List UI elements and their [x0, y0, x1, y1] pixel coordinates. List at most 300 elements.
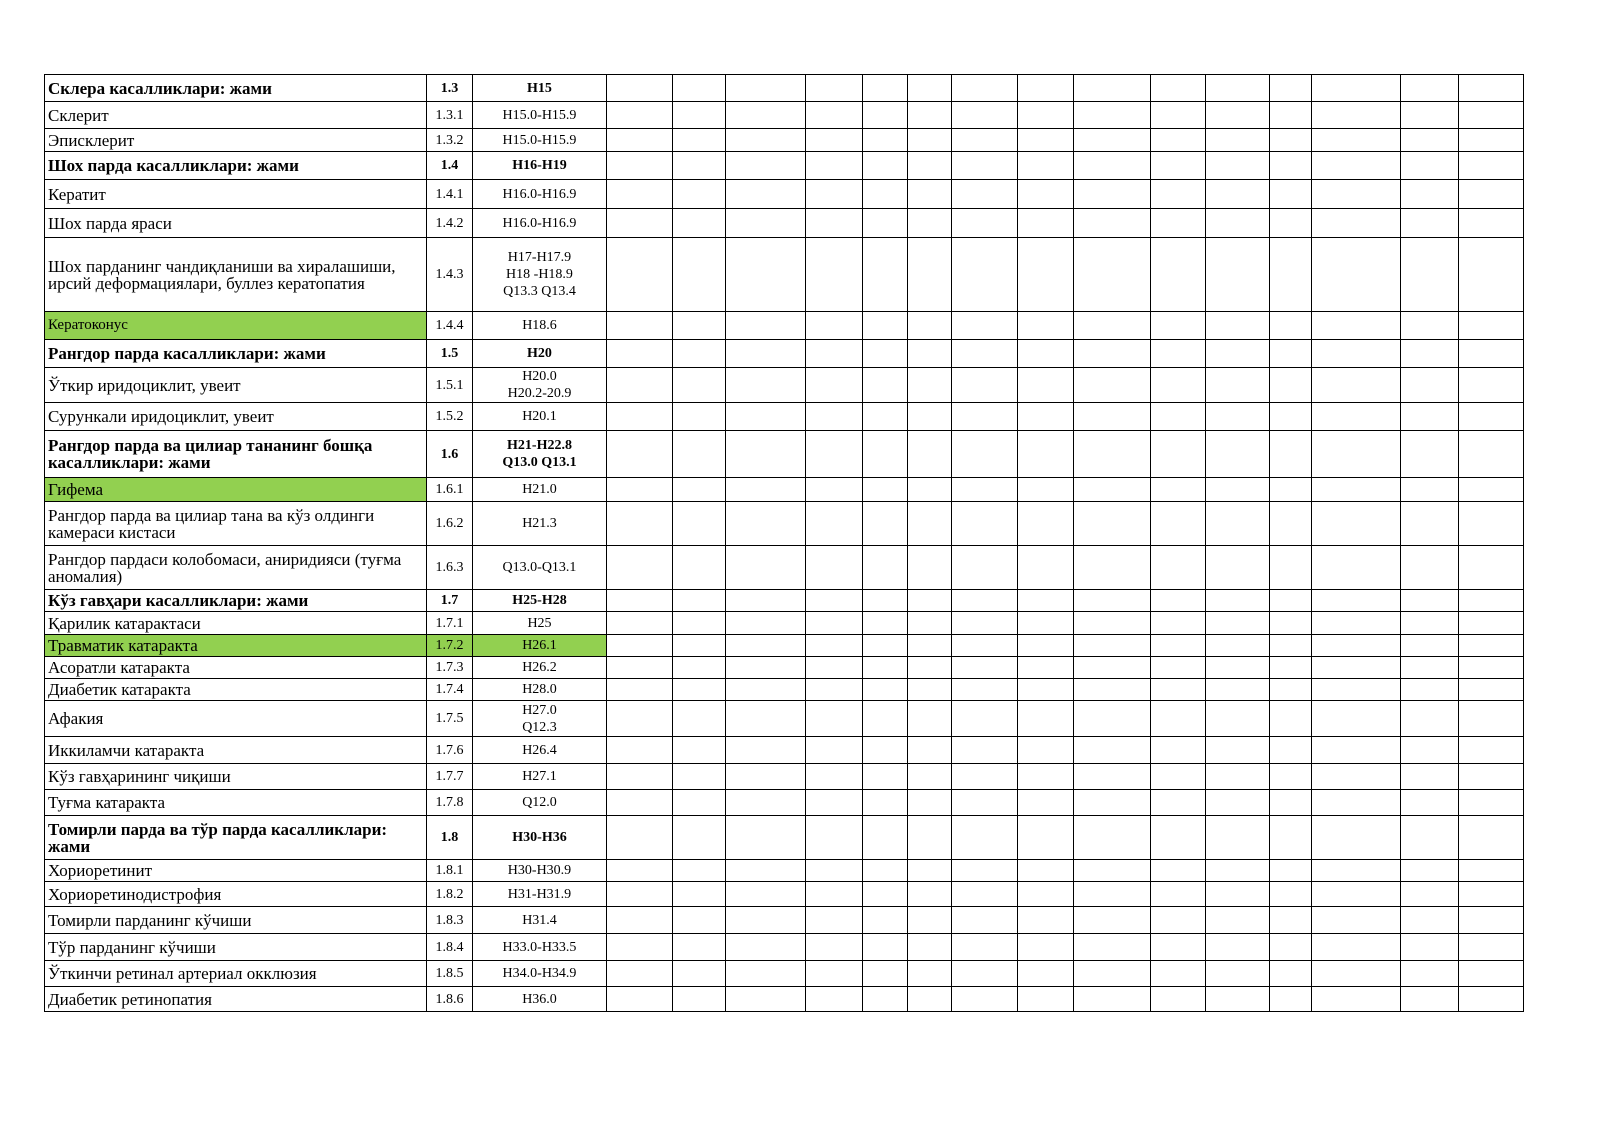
- empty-data-cell: [1151, 987, 1206, 1012]
- empty-data-cell: [1074, 546, 1151, 590]
- empty-data-cell: [1401, 816, 1459, 860]
- empty-data-cell: [952, 737, 1018, 764]
- empty-data-cell: [1151, 737, 1206, 764]
- empty-data-cell: [1018, 882, 1074, 907]
- empty-data-cell: [607, 312, 673, 340]
- disease-name-cell: Афакия: [45, 701, 427, 737]
- icd-code-cell: H21-H22.8 Q13.0 Q13.1: [473, 431, 607, 478]
- empty-data-cell: [1206, 635, 1270, 657]
- empty-data-cell: [726, 961, 806, 987]
- empty-data-cell: [952, 209, 1018, 238]
- empty-data-cell: [1312, 701, 1401, 737]
- empty-data-cell: [1151, 340, 1206, 368]
- empty-data-cell: [607, 431, 673, 478]
- empty-data-cell: [1459, 478, 1524, 502]
- empty-data-cell: [726, 129, 806, 152]
- empty-data-cell: [1074, 764, 1151, 790]
- empty-data-cell: [607, 882, 673, 907]
- empty-data-cell: [806, 209, 863, 238]
- empty-data-cell: [1151, 934, 1206, 961]
- table-row: [45, 102, 1524, 129]
- empty-data-cell: [952, 860, 1018, 882]
- empty-data-cell: [607, 764, 673, 790]
- disease-name-cell: Рангдор парда касалликлари: жами: [45, 340, 427, 368]
- table-row: [45, 590, 1524, 612]
- row-code-cell: 1.7.8: [427, 790, 473, 816]
- empty-data-cell: [607, 612, 673, 635]
- empty-data-cell: [1312, 657, 1401, 679]
- empty-data-cell: [863, 129, 908, 152]
- empty-data-cell: [673, 860, 726, 882]
- empty-data-cell: [1401, 679, 1459, 701]
- empty-data-cell: [1074, 612, 1151, 635]
- empty-data-cell: [806, 431, 863, 478]
- empty-data-cell: [1312, 340, 1401, 368]
- disease-name-cell: Склера касалликлари: жами: [45, 75, 427, 102]
- empty-data-cell: [1206, 403, 1270, 431]
- empty-data-cell: [726, 679, 806, 701]
- empty-data-cell: [673, 907, 726, 934]
- empty-data-cell: [1270, 860, 1312, 882]
- empty-data-cell: [1151, 129, 1206, 152]
- empty-data-cell: [1312, 478, 1401, 502]
- empty-data-cell: [908, 882, 952, 907]
- empty-data-cell: [1074, 180, 1151, 209]
- row-code-cell: 1.3.2: [427, 129, 473, 152]
- empty-data-cell: [607, 368, 673, 403]
- empty-data-cell: [806, 860, 863, 882]
- empty-data-cell: [1151, 478, 1206, 502]
- empty-data-cell: [673, 75, 726, 102]
- empty-data-cell: [1270, 679, 1312, 701]
- empty-data-cell: [806, 502, 863, 546]
- row-code-cell: 1.8.1: [427, 860, 473, 882]
- empty-data-cell: [607, 180, 673, 209]
- empty-data-cell: [952, 340, 1018, 368]
- empty-data-cell: [1074, 790, 1151, 816]
- empty-data-cell: [1206, 987, 1270, 1012]
- empty-data-cell: [607, 987, 673, 1012]
- table-row: [45, 129, 1524, 152]
- empty-data-cell: [952, 816, 1018, 860]
- empty-data-cell: [1459, 987, 1524, 1012]
- empty-data-cell: [952, 403, 1018, 431]
- empty-data-cell: [863, 152, 908, 180]
- empty-data-cell: [908, 502, 952, 546]
- empty-data-cell: [863, 368, 908, 403]
- empty-data-cell: [1401, 590, 1459, 612]
- table-row: [45, 816, 1524, 860]
- empty-data-cell: [863, 102, 908, 129]
- empty-data-cell: [726, 657, 806, 679]
- empty-data-cell: [673, 238, 726, 312]
- empty-data-cell: [863, 701, 908, 737]
- table-row: [45, 790, 1524, 816]
- empty-data-cell: [1018, 701, 1074, 737]
- empty-data-cell: [607, 860, 673, 882]
- empty-data-cell: [1018, 657, 1074, 679]
- empty-data-cell: [1151, 860, 1206, 882]
- empty-data-cell: [1206, 209, 1270, 238]
- row-code-cell: 1.7: [427, 590, 473, 612]
- empty-data-cell: [952, 612, 1018, 635]
- empty-data-cell: [1459, 701, 1524, 737]
- empty-data-cell: [908, 431, 952, 478]
- table-row: [45, 907, 1524, 934]
- empty-data-cell: [806, 987, 863, 1012]
- empty-data-cell: [673, 431, 726, 478]
- empty-data-cell: [673, 129, 726, 152]
- empty-data-cell: [726, 816, 806, 860]
- empty-data-cell: [673, 701, 726, 737]
- empty-data-cell: [726, 882, 806, 907]
- empty-data-cell: [1151, 180, 1206, 209]
- empty-data-cell: [863, 546, 908, 590]
- empty-data-cell: [1270, 368, 1312, 403]
- empty-data-cell: [1206, 502, 1270, 546]
- empty-data-cell: [1270, 961, 1312, 987]
- table-row: [45, 238, 1524, 312]
- empty-data-cell: [952, 75, 1018, 102]
- empty-data-cell: [726, 152, 806, 180]
- icd-code-cell: H30-H36: [473, 816, 607, 860]
- empty-data-cell: [1459, 907, 1524, 934]
- empty-data-cell: [908, 907, 952, 934]
- empty-data-cell: [1018, 679, 1074, 701]
- empty-data-cell: [673, 152, 726, 180]
- empty-data-cell: [952, 657, 1018, 679]
- empty-data-cell: [726, 907, 806, 934]
- empty-data-cell: [1018, 152, 1074, 180]
- empty-data-cell: [863, 209, 908, 238]
- empty-data-cell: [806, 764, 863, 790]
- disease-name-cell: Кератит: [45, 180, 427, 209]
- empty-data-cell: [1018, 934, 1074, 961]
- empty-data-cell: [1312, 180, 1401, 209]
- empty-data-cell: [952, 129, 1018, 152]
- empty-data-cell: [952, 431, 1018, 478]
- row-code-cell: 1.7.4: [427, 679, 473, 701]
- icd-code-cell: H28.0: [473, 679, 607, 701]
- empty-data-cell: [1459, 882, 1524, 907]
- empty-data-cell: [1312, 152, 1401, 180]
- empty-data-cell: [908, 961, 952, 987]
- empty-data-cell: [1206, 102, 1270, 129]
- table-row: [45, 764, 1524, 790]
- disease-name-cell: Иккиламчи катаракта: [45, 737, 427, 764]
- empty-data-cell: [1401, 129, 1459, 152]
- empty-data-cell: [1018, 431, 1074, 478]
- empty-data-cell: [1270, 340, 1312, 368]
- empty-data-cell: [952, 934, 1018, 961]
- empty-data-cell: [806, 152, 863, 180]
- empty-data-cell: [1074, 478, 1151, 502]
- empty-data-cell: [952, 502, 1018, 546]
- empty-data-cell: [1206, 478, 1270, 502]
- row-code-cell: 1.7.3: [427, 657, 473, 679]
- empty-data-cell: [1074, 152, 1151, 180]
- icd-code-cell: H26.2: [473, 657, 607, 679]
- empty-data-cell: [1151, 502, 1206, 546]
- icd-code-cell: H21.3: [473, 502, 607, 546]
- table-row: [45, 312, 1524, 340]
- table-row: [45, 860, 1524, 882]
- empty-data-cell: [726, 312, 806, 340]
- icd-code-cell: H36.0: [473, 987, 607, 1012]
- disease-name-cell: Хориоретинит: [45, 860, 427, 882]
- disease-name-cell: Шох парда касалликлари: жами: [45, 152, 427, 180]
- empty-data-cell: [806, 612, 863, 635]
- empty-data-cell: [1270, 102, 1312, 129]
- empty-data-cell: [1459, 152, 1524, 180]
- empty-data-cell: [1459, 612, 1524, 635]
- empty-data-cell: [1401, 657, 1459, 679]
- empty-data-cell: [863, 860, 908, 882]
- empty-data-cell: [1459, 679, 1524, 701]
- empty-data-cell: [952, 987, 1018, 1012]
- empty-data-cell: [1270, 657, 1312, 679]
- empty-data-cell: [1270, 152, 1312, 180]
- empty-data-cell: [908, 701, 952, 737]
- empty-data-cell: [1074, 502, 1151, 546]
- empty-data-cell: [726, 368, 806, 403]
- empty-data-cell: [952, 478, 1018, 502]
- disease-name-cell: Хориоретинодистрофия: [45, 882, 427, 907]
- empty-data-cell: [1312, 961, 1401, 987]
- empty-data-cell: [1151, 882, 1206, 907]
- disease-name-cell: Сурункали иридоциклит, увеит: [45, 403, 427, 431]
- empty-data-cell: [1018, 546, 1074, 590]
- icd-code-cell: H20.1: [473, 403, 607, 431]
- empty-data-cell: [908, 790, 952, 816]
- row-code-cell: 1.6.1: [427, 478, 473, 502]
- empty-data-cell: [1206, 907, 1270, 934]
- empty-data-cell: [607, 737, 673, 764]
- row-code-cell: 1.5.2: [427, 403, 473, 431]
- disease-name-cell: Рангдор парда ва цилиар тананинг бошқа касалликлари: жами: [45, 431, 427, 478]
- row-code-cell: 1.6: [427, 431, 473, 478]
- row-code-cell: 1.8.5: [427, 961, 473, 987]
- empty-data-cell: [1401, 882, 1459, 907]
- empty-data-cell: [806, 737, 863, 764]
- empty-data-cell: [1206, 612, 1270, 635]
- empty-data-cell: [1459, 764, 1524, 790]
- empty-data-cell: [1459, 502, 1524, 546]
- icd-code-cell: H21.0: [473, 478, 607, 502]
- empty-data-cell: [673, 180, 726, 209]
- empty-data-cell: [1459, 431, 1524, 478]
- empty-data-cell: [1018, 129, 1074, 152]
- row-code-cell: 1.5: [427, 340, 473, 368]
- empty-data-cell: [1074, 403, 1151, 431]
- empty-data-cell: [1459, 238, 1524, 312]
- empty-data-cell: [806, 701, 863, 737]
- empty-data-cell: [1459, 180, 1524, 209]
- empty-data-cell: [1074, 882, 1151, 907]
- disease-name-cell: Ўткинчи ретинал артериал окклюзия: [45, 961, 427, 987]
- empty-data-cell: [673, 546, 726, 590]
- empty-data-cell: [806, 635, 863, 657]
- empty-data-cell: [673, 657, 726, 679]
- empty-data-cell: [1459, 934, 1524, 961]
- disease-name-cell: Рангдор пардаси колобомаси, аниридияси (туғма аномалия): [45, 546, 427, 590]
- empty-data-cell: [1018, 987, 1074, 1012]
- row-code-cell: 1.7.6: [427, 737, 473, 764]
- empty-data-cell: [673, 340, 726, 368]
- row-code-cell: 1.7.1: [427, 612, 473, 635]
- empty-data-cell: [1074, 102, 1151, 129]
- empty-data-cell: [1206, 961, 1270, 987]
- empty-data-cell: [1270, 312, 1312, 340]
- table-row: [45, 701, 1524, 737]
- empty-data-cell: [726, 590, 806, 612]
- empty-data-cell: [1401, 431, 1459, 478]
- empty-data-cell: [908, 737, 952, 764]
- empty-data-cell: [607, 657, 673, 679]
- table-row: [45, 340, 1524, 368]
- icd-code-cell: H26.1: [473, 635, 607, 657]
- empty-data-cell: [806, 403, 863, 431]
- empty-data-cell: [908, 679, 952, 701]
- disease-name-cell: Кўз гавҳарининг чиқиши: [45, 764, 427, 790]
- empty-data-cell: [908, 129, 952, 152]
- empty-data-cell: [673, 612, 726, 635]
- row-code-cell: 1.6.3: [427, 546, 473, 590]
- disease-name-cell: Травматик катаракта: [45, 635, 427, 657]
- empty-data-cell: [1206, 152, 1270, 180]
- empty-data-cell: [1270, 129, 1312, 152]
- empty-data-cell: [1401, 102, 1459, 129]
- empty-data-cell: [863, 502, 908, 546]
- empty-data-cell: [1401, 368, 1459, 403]
- icd-code-cell: H25-H28: [473, 590, 607, 612]
- row-code-cell: 1.8: [427, 816, 473, 860]
- empty-data-cell: [1312, 312, 1401, 340]
- empty-data-cell: [1401, 75, 1459, 102]
- empty-data-cell: [1074, 635, 1151, 657]
- table-row: [45, 679, 1524, 701]
- empty-data-cell: [1270, 590, 1312, 612]
- empty-data-cell: [1312, 431, 1401, 478]
- empty-data-cell: [1206, 657, 1270, 679]
- empty-data-cell: [1401, 312, 1459, 340]
- empty-data-cell: [952, 701, 1018, 737]
- empty-data-cell: [1459, 209, 1524, 238]
- empty-data-cell: [1312, 368, 1401, 403]
- empty-data-cell: [863, 961, 908, 987]
- empty-data-cell: [1312, 737, 1401, 764]
- empty-data-cell: [726, 612, 806, 635]
- row-code-cell: 1.4.2: [427, 209, 473, 238]
- empty-data-cell: [1401, 546, 1459, 590]
- empty-data-cell: [863, 340, 908, 368]
- icd-code-cell: H17-H17.9 H18 -H18.9 Q13.3 Q13.4: [473, 238, 607, 312]
- row-code-cell: 1.4.1: [427, 180, 473, 209]
- table-row: [45, 635, 1524, 657]
- empty-data-cell: [1206, 546, 1270, 590]
- empty-data-cell: [1018, 368, 1074, 403]
- empty-data-cell: [1270, 502, 1312, 546]
- empty-data-cell: [1018, 502, 1074, 546]
- table-row: [45, 987, 1524, 1012]
- empty-data-cell: [1270, 790, 1312, 816]
- empty-data-cell: [908, 403, 952, 431]
- empty-data-cell: [908, 368, 952, 403]
- empty-data-cell: [1151, 790, 1206, 816]
- empty-data-cell: [1401, 790, 1459, 816]
- empty-data-cell: [863, 431, 908, 478]
- empty-data-cell: [1401, 209, 1459, 238]
- empty-data-cell: [1018, 590, 1074, 612]
- empty-data-cell: [1151, 546, 1206, 590]
- empty-data-cell: [1401, 478, 1459, 502]
- empty-data-cell: [1459, 635, 1524, 657]
- table-row: [45, 657, 1524, 679]
- empty-data-cell: [1312, 546, 1401, 590]
- empty-data-cell: [1312, 790, 1401, 816]
- empty-data-cell: [673, 502, 726, 546]
- empty-data-cell: [1459, 546, 1524, 590]
- empty-data-cell: [726, 478, 806, 502]
- empty-data-cell: [863, 907, 908, 934]
- empty-data-cell: [1206, 75, 1270, 102]
- disease-name-cell: Ўткир иридоциклит, увеит: [45, 368, 427, 403]
- empty-data-cell: [1312, 209, 1401, 238]
- empty-data-cell: [1401, 701, 1459, 737]
- empty-data-cell: [908, 180, 952, 209]
- empty-data-cell: [863, 882, 908, 907]
- icd-code-cell: H27.0 Q12.3: [473, 701, 607, 737]
- empty-data-cell: [908, 478, 952, 502]
- empty-data-cell: [863, 612, 908, 635]
- empty-data-cell: [1401, 907, 1459, 934]
- empty-data-cell: [673, 934, 726, 961]
- empty-data-cell: [726, 431, 806, 478]
- empty-data-cell: [1312, 860, 1401, 882]
- empty-data-cell: [1312, 129, 1401, 152]
- empty-data-cell: [1459, 340, 1524, 368]
- disease-name-cell: Асоратли катаракта: [45, 657, 427, 679]
- empty-data-cell: [806, 102, 863, 129]
- icd-code-cell: Q12.0: [473, 790, 607, 816]
- empty-data-cell: [908, 987, 952, 1012]
- disease-name-cell: Кератоконус: [45, 312, 427, 340]
- empty-data-cell: [806, 657, 863, 679]
- empty-data-cell: [1018, 478, 1074, 502]
- empty-data-cell: [726, 209, 806, 238]
- empty-data-cell: [1312, 502, 1401, 546]
- empty-data-cell: [908, 209, 952, 238]
- empty-data-cell: [806, 368, 863, 403]
- empty-data-cell: [908, 312, 952, 340]
- empty-data-cell: [1270, 546, 1312, 590]
- empty-data-cell: [1018, 816, 1074, 860]
- empty-data-cell: [1401, 987, 1459, 1012]
- empty-data-cell: [1270, 635, 1312, 657]
- row-code-cell: 1.7.5: [427, 701, 473, 737]
- empty-data-cell: [952, 764, 1018, 790]
- empty-data-cell: [673, 102, 726, 129]
- table-row: [45, 737, 1524, 764]
- empty-data-cell: [1312, 612, 1401, 635]
- empty-data-cell: [726, 860, 806, 882]
- empty-data-cell: [908, 635, 952, 657]
- empty-data-cell: [1312, 679, 1401, 701]
- disease-name-cell: Шох парданинг чандиқланиши ва хиралашиши, ирсий деформациялари, буллез кератопатия: [45, 238, 427, 312]
- empty-data-cell: [726, 764, 806, 790]
- empty-data-cell: [952, 238, 1018, 312]
- disease-name-cell: Диабетик ретинопатия: [45, 987, 427, 1012]
